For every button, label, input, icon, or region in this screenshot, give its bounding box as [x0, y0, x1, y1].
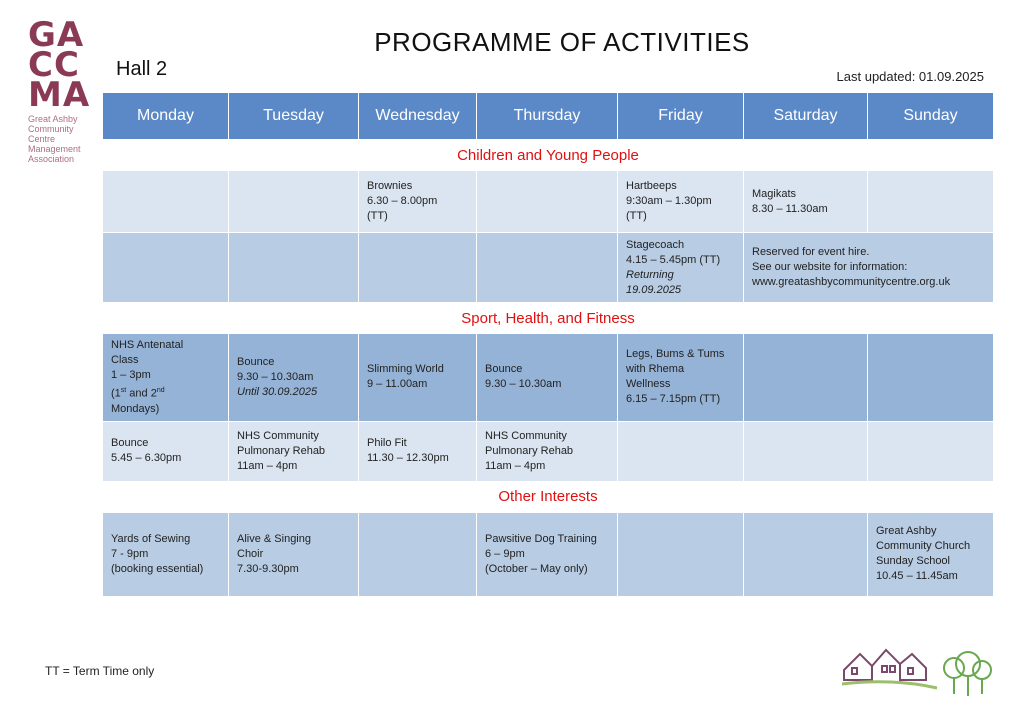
cell-empty	[103, 171, 229, 233]
day-saturday: Saturday	[744, 93, 868, 140]
cell-slimming-world: Slimming World 9 – 11.00am	[359, 334, 477, 422]
cell-bounce-thu: Bounce 9.30 – 10.30am	[477, 334, 618, 422]
day-thursday: Thursday	[477, 93, 618, 140]
section-sport: Sport, Health, and Fitness	[103, 303, 994, 334]
section-children: Children and Young People	[103, 140, 994, 171]
cell-pulmonary-rehab-tue: NHS Community Pulmonary Rehab 11am – 4pm	[229, 421, 359, 481]
houses-trees-icon	[842, 640, 1002, 705]
website-link[interactable]: www.greatashbycommunitycentre.org.uk	[752, 276, 951, 288]
cell-philo-fit: Philo Fit 11.30 – 12.30pm	[359, 421, 477, 481]
cell-empty	[868, 334, 994, 422]
cell-dog-training: Pawsitive Dog Training 6 – 9pm (October – May only)	[477, 512, 618, 596]
cell-stagecoach: Stagecoach 4.15 – 5.45pm (TT) Returning 19.09.2025	[618, 233, 744, 303]
cell-magikats: Magikats 8.30 – 11.30am	[744, 171, 868, 233]
cell-empty	[744, 421, 868, 481]
page-title: PROGRAMME OF ACTIVITIES	[374, 27, 750, 57]
cell-sunday-school: Great Ashby Community Church Sunday School 10.45 – 11.45am	[868, 512, 994, 596]
logo-name: Great Ashby Community Centre Management Association	[28, 114, 81, 164]
day-tuesday: Tuesday	[229, 93, 359, 140]
cell-empty	[477, 233, 618, 303]
logo-letters-1: GA	[28, 15, 85, 55]
logo-letters-2: CC	[28, 45, 80, 85]
cell-empty	[359, 512, 477, 596]
cell-hartbeeps: Hartbeeps 9:30am – 1.30pm (TT)	[618, 171, 744, 233]
day-sunday: Sunday	[868, 93, 994, 140]
cell-legs-bums-tums: Legs, Bums & Tums with Rhema Wellness 6.15 – 7.15pm (TT)	[618, 334, 744, 422]
cell-empty	[477, 171, 618, 233]
table-row	[103, 512, 994, 596]
cell-empty	[229, 171, 359, 233]
logo-letters-3: MA	[28, 75, 91, 115]
table-row	[103, 171, 994, 233]
cell-nhs-antenatal: NHS Antenatal Class 1 – 3pm (1st and 2nd Mondays)	[103, 334, 229, 422]
cell-empty	[103, 233, 229, 303]
cell-yards-of-sewing: Yards of Sewing 7 - 9pm (booking essential)	[103, 512, 229, 596]
day-monday: Monday	[103, 93, 229, 140]
cell-empty	[359, 233, 477, 303]
cell-empty	[744, 512, 868, 596]
schedule-table	[102, 92, 993, 597]
cell-empty	[229, 233, 359, 303]
cell-empty	[868, 421, 994, 481]
day-wednesday: Wednesday	[359, 93, 477, 140]
cell-pulmonary-rehab-thu: NHS Community Pulmonary Rehab 11am – 4pm	[477, 421, 618, 481]
cell-event-hire: Reserved for event hire. See our website for information: www.greatashbycommunitycentre.org.uk	[744, 233, 994, 303]
day-friday: Friday	[618, 93, 744, 140]
cell-alive-singing: Alive & Singing Choir 7.30-9.30pm	[229, 512, 359, 596]
footnote: TT = Term Time only	[45, 664, 155, 678]
cell-bounce-mon: Bounce 5.45 – 6.30pm	[103, 421, 229, 481]
cell-brownies: Brownies 6.30 – 8.00pm (TT)	[359, 171, 477, 233]
table-row	[103, 421, 994, 481]
table-row	[103, 334, 994, 422]
cell-empty	[868, 171, 994, 233]
cell-bounce-tue: Bounce 9.30 – 10.30am Until 30.09.2025	[229, 334, 359, 422]
cell-empty	[744, 334, 868, 422]
hall-label: Hall 2	[116, 58, 168, 80]
cell-empty	[618, 421, 744, 481]
cell-empty	[618, 512, 744, 596]
last-updated: Last updated: 01.09.2025	[836, 69, 984, 84]
day-header-row	[103, 93, 994, 140]
section-other: Other Interests	[103, 481, 994, 512]
table-row	[103, 233, 994, 303]
